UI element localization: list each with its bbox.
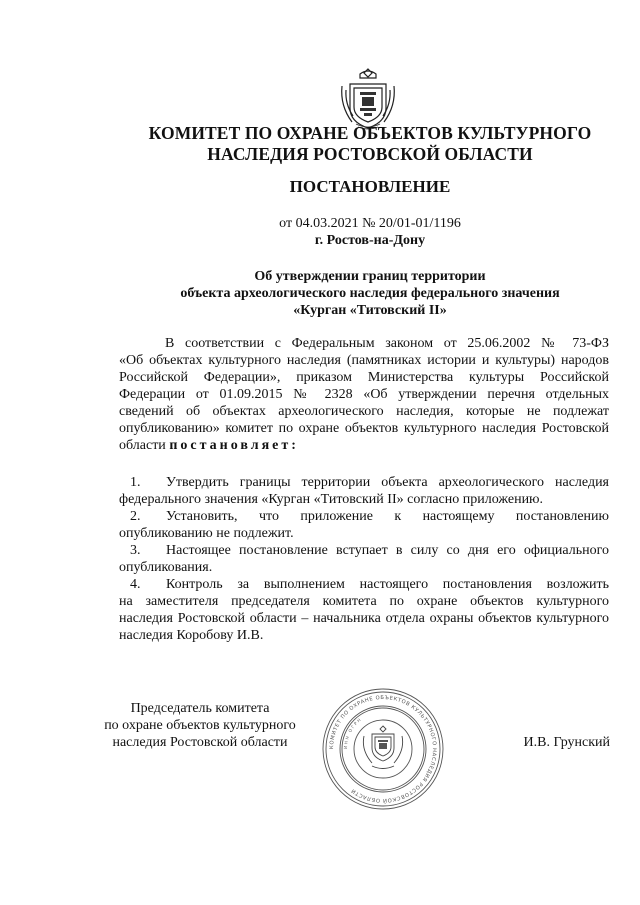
document-city: г. Ростов-на-Дону — [314, 233, 426, 248]
preamble-line: сведений об объектах археологического наследия, которые не подлежат — [119, 404, 609, 419]
document-date-number: от 04.03.2021 № 20/01-01/1196 — [279, 216, 461, 231]
svg-text:КОМИТЕТ ПО ОХРАНЕ ОБЪЕКТОВ КУЛ — [329, 695, 437, 804]
preamble-last-line — [119, 437, 609, 454]
preamble-line: опубликованию» комитет по охране объектов культурного наследия Ростовской — [119, 421, 609, 436]
decree-word: постановляет: — [169, 438, 299, 453]
item-text-line: Установить, что приложение к настоящему постановлению — [166, 509, 609, 524]
item-number: 2. — [130, 509, 141, 524]
signatory-title-line: Председатель комитета — [130, 701, 270, 716]
item-text-line: опубликованию не подлежит. — [119, 526, 294, 541]
preamble-line: В соответствии с Федеральным законом от 25.06.2002 № 73-ФЗ — [165, 336, 609, 351]
org-name-line-1: КОМИТЕТ ПО ОХРАНЕ ОБЪЕКТОВ КУЛЬТУРНОГО — [148, 123, 592, 143]
preamble-last-prefix: области — [119, 438, 170, 453]
item-text-line: Контроль за выполнением настоящего постановления возложить — [166, 577, 609, 592]
item-number: 4. — [130, 577, 141, 592]
document-type-title: ПОСТАНОВЛЕНИЕ — [289, 177, 451, 196]
item-text-line: Настоящее постановление вступает в силу со дня его официального — [166, 543, 609, 558]
preamble-line: Российской Федерации», приказом Министерства культуры Российской — [119, 370, 609, 385]
seal-inner-text: ИНН ОГРН — [342, 716, 363, 750]
signatory-title-line: по охране объектов культурного — [104, 718, 296, 733]
item-text-line: Утвердить границы территории объекта археологического наследия — [166, 475, 609, 490]
signatory-title-line: наследия Ростовской области — [112, 735, 288, 750]
item-number: 1. — [130, 475, 141, 490]
item-text-line: на заместителя председателя комитета по охране объектов культурного — [119, 594, 609, 609]
seal-outer-text: КОМИТЕТ ПО ОХРАНЕ ОБЪЕКТОВ КУЛЬТУРНОГО НАСЛЕДИЯ РОСТОВСКОЙ ОБЛАСТИ — [328, 694, 438, 804]
item-number: 3. — [130, 543, 141, 558]
subject-line-1: Об утверждении границ территории — [254, 269, 486, 284]
item-text-line: федерального значения «Курган «Титовский II» согласно приложению. — [119, 492, 544, 507]
preamble-line: Федерации от 01.09.2015 № 2328 «Об утверждении перечня отдельных — [119, 387, 609, 402]
official-seal-icon — [320, 686, 446, 812]
subject-line-2: объекта археологического наследия федерального значения — [180, 286, 560, 301]
preamble-line: «Об объектах культурного наследия (памятниках истории и культуры) народов — [119, 353, 609, 368]
org-name-line-2: НАСЛЕДИЯ РОСТОВСКОЙ ОБЛАСТИ — [207, 144, 533, 164]
item-text-line: опубликования. — [119, 560, 213, 575]
item-text-line: наследия Коробову И.В. — [119, 628, 264, 643]
item-text-line: наследия Ростовской области – начальника отдела охраны объектов культурного — [119, 611, 609, 626]
subject-line-3: «Курган «Титовский II» — [293, 303, 447, 318]
signatory-name: И.В. Грунский — [523, 735, 610, 750]
